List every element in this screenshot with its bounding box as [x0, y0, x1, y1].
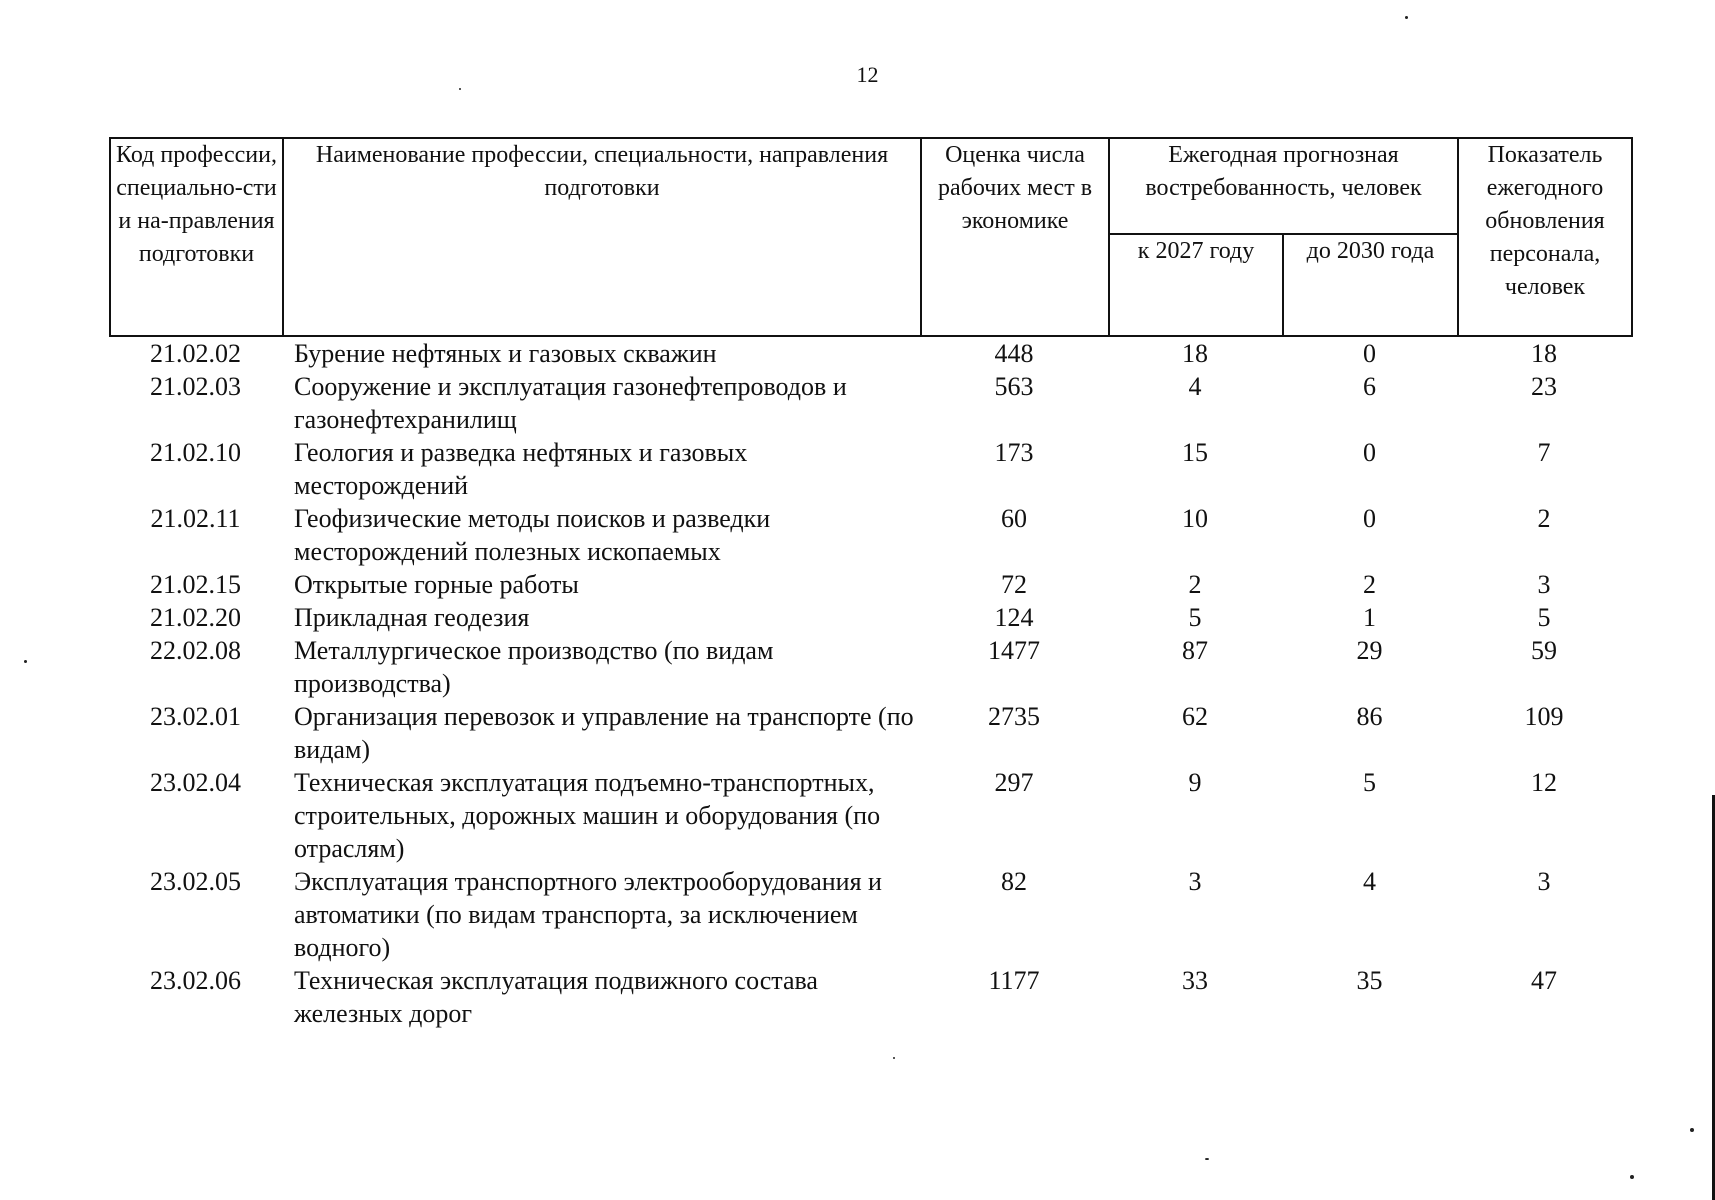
cell-name: Техническая эксплуатация подъемно-транспортных, строительных, дорожных машин и оборудования (по отраслям): [294, 768, 881, 863]
scan-speck: [459, 88, 461, 90]
cell-demand-2027: 9: [1188, 768, 1202, 797]
cell-jobs: 1477: [988, 636, 1040, 665]
cell-demand-2030: 6: [1363, 372, 1376, 401]
cell-code: 22.02.08: [150, 636, 241, 665]
cell-jobs: 82: [1001, 867, 1027, 896]
scan-speck: [1630, 1175, 1634, 1179]
cell-renewal: 18: [1531, 339, 1557, 368]
header-code: Код профессии, специально-сти и на-правления подготовки: [110, 138, 283, 336]
cell-name: Бурение нефтяных и газовых скважин: [294, 339, 717, 368]
cell-jobs: 448: [994, 339, 1034, 368]
cell-demand-2027: 4: [1188, 372, 1202, 401]
cell-code: 21.02.11: [150, 504, 241, 533]
cell-demand-2027: 2: [1188, 570, 1202, 599]
cell-demand-2030: 2: [1363, 570, 1376, 599]
cell-code: 21.02.10: [150, 438, 241, 467]
table-row: [109, 964, 1631, 1030]
cell-code: 23.02.06: [150, 966, 241, 995]
cell-name: Геофизические методы поисков и разведки месторождений полезных ископаемых: [294, 504, 771, 566]
cell-renewal: 109: [1524, 702, 1564, 731]
table-row: [109, 634, 1631, 700]
cell-renewal: 59: [1531, 636, 1557, 665]
cell-code: 21.02.20: [150, 603, 241, 632]
cell-name: Геология и разведка нефтяных и газовых месторождений: [294, 438, 748, 500]
cell-name: Организация перевозок и управление на транспорте (по видам): [294, 702, 914, 764]
cell-demand-2030: 1: [1363, 603, 1376, 632]
cell-demand-2027: 18: [1182, 339, 1208, 368]
cell-renewal: 47: [1531, 966, 1557, 995]
cell-code: 21.02.02: [150, 339, 241, 368]
page-number: 12: [856, 62, 879, 87]
cell-jobs: 563: [994, 372, 1034, 401]
cell-jobs: 173: [994, 438, 1034, 467]
cell-demand-2030: 0: [1363, 339, 1376, 368]
scan-speck: [1405, 16, 1408, 19]
header-demand-2027: к 2027 году: [1109, 234, 1283, 336]
scan-speck: [893, 1057, 895, 1059]
cell-demand-2030: 5: [1363, 768, 1376, 797]
table-row: [109, 370, 1631, 436]
table-header: [109, 137, 1633, 337]
cell-demand-2027: 10: [1182, 504, 1208, 533]
cell-renewal: 7: [1537, 438, 1551, 467]
scan-speck: [1690, 1128, 1694, 1132]
data-table: [109, 337, 1631, 1030]
scan-speck: [1205, 1158, 1209, 1160]
header-name: Наименование профессии, специальности, направления подготовки: [283, 138, 921, 336]
header-renewal: Показатель ежегодного обновления персонала, человек: [1458, 138, 1632, 336]
cell-jobs: 72: [1001, 570, 1027, 599]
table-row: [109, 601, 1631, 634]
cell-demand-2030: 86: [1356, 702, 1383, 731]
cell-renewal: 12: [1531, 768, 1557, 797]
cell-demand-2027: 15: [1182, 438, 1208, 467]
table-row: [109, 865, 1631, 964]
cell-name: Эксплуатация транспортного электрооборудования и автоматики (по видам транспорта, за исключением водного): [294, 867, 882, 962]
cell-name: Прикладная геодезия: [294, 603, 530, 632]
table-row: [109, 337, 1631, 370]
cell-name: Металлургическое производство (по видам производства): [294, 636, 774, 698]
cell-demand-2030: 0: [1363, 504, 1376, 533]
cell-code: 23.02.01: [150, 702, 241, 731]
cell-demand-2027: 5: [1188, 603, 1202, 632]
cell-jobs: 124: [994, 603, 1034, 632]
cell-code: 21.02.03: [150, 372, 241, 401]
cell-jobs: 1177: [988, 966, 1040, 995]
table-row: [109, 436, 1631, 502]
table-row: [109, 766, 1631, 865]
cell-demand-2030: 29: [1356, 636, 1383, 665]
table-row: [109, 502, 1631, 568]
cell-name: Техническая эксплуатация подвижного состава железных дорог: [294, 966, 818, 1028]
cell-demand-2027: 87: [1182, 636, 1208, 665]
cell-name: Открытые горные работы: [294, 570, 579, 599]
cell-demand-2030: 35: [1356, 966, 1383, 995]
cell-jobs: 297: [994, 768, 1034, 797]
cell-code: 23.02.04: [150, 768, 241, 797]
header-jobs: Оценка числа рабочих мест в экономике: [921, 138, 1109, 336]
cell-code: 23.02.05: [150, 867, 241, 896]
cell-code: 21.02.15: [150, 570, 241, 599]
cell-renewal: 2: [1537, 504, 1551, 533]
cell-renewal: 3: [1537, 867, 1551, 896]
cell-demand-2027: 3: [1188, 867, 1202, 896]
cell-renewal: 3: [1537, 570, 1551, 599]
cell-name: Сооружение и эксплуатация газонефтепроводов и газонефтехранилищ: [294, 372, 847, 434]
cell-renewal: 5: [1537, 603, 1551, 632]
cell-renewal: 23: [1531, 372, 1557, 401]
table-row: [109, 568, 1631, 601]
header-demand: Ежегодная прогнозная востребованность, человек: [1109, 138, 1458, 234]
cell-demand-2027: 33: [1182, 966, 1208, 995]
table-row: [109, 700, 1631, 766]
cell-demand-2030: 4: [1363, 867, 1376, 896]
cell-jobs: 2735: [988, 702, 1040, 731]
cell-jobs: 60: [1001, 504, 1027, 533]
header-demand-2030: до 2030 года: [1283, 234, 1458, 336]
scan-speck: [24, 660, 27, 663]
cell-demand-2027: 62: [1182, 702, 1208, 731]
cell-demand-2030: 0: [1363, 438, 1376, 467]
